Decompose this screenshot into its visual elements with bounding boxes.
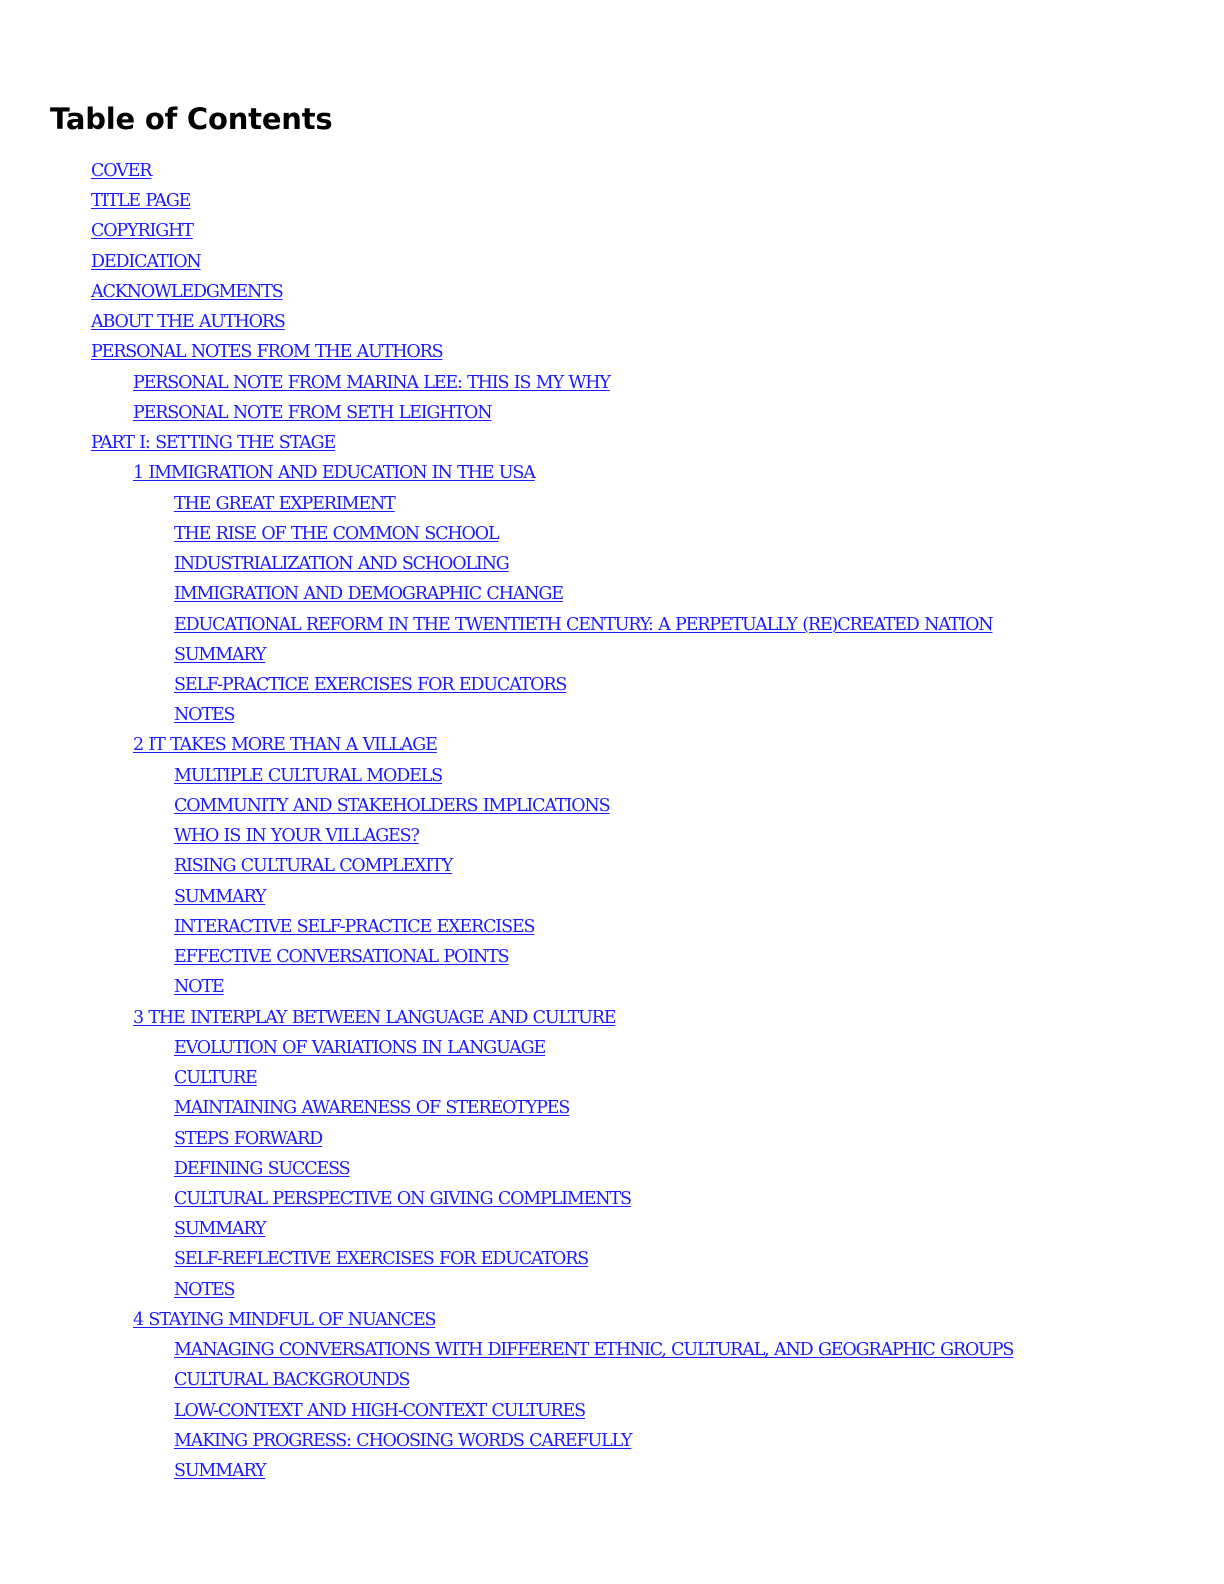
toc-link[interactable]: ACKNOWLEDGMENTS (91, 281, 283, 302)
toc-link[interactable]: ABOUT THE AUTHORS (91, 312, 285, 333)
toc-item (0, 610, 1013, 640)
toc-link[interactable]: THE RISE OF THE COMMON SCHOOL (174, 523, 499, 544)
toc-link[interactable]: PERSONAL NOTES FROM THE AUTHORS (91, 342, 443, 363)
toc-link[interactable]: SUMMARY (174, 886, 266, 907)
page-title: Table of Contents (50, 102, 333, 136)
toc-item (0, 1124, 1013, 1154)
toc-link[interactable]: COPYRIGHT (91, 221, 193, 242)
toc-link[interactable]: CULTURAL BACKGROUNDS (174, 1370, 410, 1391)
toc-link[interactable]: RISING CULTURAL COMPLEXITY (174, 856, 453, 877)
toc-link[interactable]: EFFECTIVE CONVERSATIONAL POINTS (174, 947, 509, 968)
toc-link[interactable]: LOW-CONTEXT AND HIGH-CONTEXT CULTURES (174, 1400, 585, 1421)
toc-link[interactable]: 3 THE INTERPLAY BETWEEN LANGUAGE AND CULTURE (133, 1007, 616, 1028)
toc-item (0, 216, 1013, 246)
toc-link[interactable]: NOTES (174, 1279, 235, 1300)
toc-item (0, 1335, 1013, 1365)
toc-item (0, 761, 1013, 791)
toc-item (0, 398, 1013, 428)
toc-link[interactable]: INTERACTIVE SELF-PRACTICE EXERCISES (174, 916, 535, 937)
toc-link[interactable]: INDUSTRIALIZATION AND SCHOOLING (174, 554, 509, 575)
toc-link[interactable]: MANAGING CONVERSATIONS WITH DIFFERENT ETHNIC, CULTURAL, AND GEOGRAPHIC GROUPS (174, 1340, 1014, 1361)
toc-item (0, 458, 1013, 488)
toc-link[interactable]: STEPS FORWARD (174, 1128, 323, 1149)
toc-link[interactable]: TITLE PAGE (91, 191, 191, 212)
toc-link[interactable]: DEDICATION (91, 251, 201, 272)
toc-item (0, 640, 1013, 670)
toc-link[interactable]: PERSONAL NOTE FROM MARINA LEE: THIS IS MY WHY (133, 372, 610, 393)
toc-link[interactable]: SUMMARY (174, 644, 266, 665)
toc-item (0, 700, 1013, 730)
toc-item (0, 549, 1013, 579)
toc-link[interactable]: COMMUNITY AND STAKEHOLDERS IMPLICATIONS (174, 795, 610, 816)
toc-link[interactable]: IMMIGRATION AND DEMOGRAPHIC CHANGE (174, 584, 563, 605)
toc-link[interactable]: MAINTAINING AWARENESS OF STEREOTYPES (174, 1098, 570, 1119)
toc-item (0, 428, 1013, 458)
toc-item (0, 247, 1013, 277)
toc-item (0, 1275, 1013, 1305)
toc-item (0, 307, 1013, 337)
toc-item (0, 1184, 1013, 1214)
toc-link[interactable]: DEFINING SUCCESS (174, 1158, 350, 1179)
toc-item (0, 912, 1013, 942)
toc-item (0, 1426, 1013, 1456)
toc-item (0, 1033, 1013, 1063)
toc-link[interactable]: 2 IT TAKES MORE THAN A VILLAGE (133, 735, 437, 756)
toc-item (0, 882, 1013, 912)
toc-link[interactable]: 1 IMMIGRATION AND EDUCATION IN THE USA (133, 463, 535, 484)
toc-link[interactable]: PART I: SETTING THE STAGE (91, 433, 336, 454)
toc-item (0, 156, 1013, 186)
toc-item (0, 1154, 1013, 1184)
toc-link[interactable]: COVER (91, 161, 152, 181)
toc-item (0, 186, 1013, 216)
toc-item (0, 1365, 1013, 1395)
toc-item (0, 670, 1013, 700)
toc-item (0, 821, 1013, 851)
toc-item (0, 942, 1013, 972)
toc-item (0, 851, 1013, 881)
toc-item (0, 1093, 1013, 1123)
toc-item (0, 1244, 1013, 1274)
toc-link[interactable]: SUMMARY (174, 1461, 266, 1482)
toc-link[interactable]: NOTES (174, 705, 235, 726)
toc-item (0, 277, 1013, 307)
toc-item (0, 1456, 1013, 1486)
toc-item (0, 1063, 1013, 1093)
toc-item (0, 730, 1013, 760)
toc-link[interactable]: MULTIPLE CULTURAL MODELS (174, 765, 443, 786)
toc-item (0, 1305, 1013, 1335)
toc-link[interactable]: WHO IS IN YOUR VILLAGES? (174, 826, 419, 847)
toc-link[interactable]: CULTURAL PERSPECTIVE ON GIVING COMPLIMENTS (174, 1188, 631, 1209)
toc-item (0, 1214, 1013, 1244)
toc-link[interactable]: SELF-REFLECTIVE EXERCISES FOR EDUCATORS (174, 1249, 589, 1270)
toc-link[interactable]: PERSONAL NOTE FROM SETH LEIGHTON (133, 402, 492, 423)
toc-item (0, 972, 1013, 1002)
toc-link[interactable]: NOTE (174, 977, 224, 998)
toc-item (0, 791, 1013, 821)
toc-link[interactable]: CULTURE (174, 1068, 257, 1089)
toc-item (0, 337, 1013, 367)
toc-link[interactable]: SELF-PRACTICE EXERCISES FOR EDUCATORS (174, 674, 567, 695)
toc-link[interactable]: THE GREAT EXPERIMENT (174, 493, 395, 514)
table-of-contents-list (0, 156, 1013, 1486)
toc-item (0, 489, 1013, 519)
toc-link[interactable]: 4 STAYING MINDFUL OF NUANCES (133, 1309, 436, 1330)
toc-item (0, 579, 1013, 609)
toc-link[interactable]: MAKING PROGRESS: CHOOSING WORDS CAREFULLY (174, 1430, 632, 1451)
toc-link[interactable]: EDUCATIONAL REFORM IN THE TWENTIETH CENTURY: A PERPETUALLY (RE)CREATED NATION (174, 614, 993, 635)
toc-item (0, 1003, 1013, 1033)
toc-item (0, 519, 1013, 549)
toc-link[interactable]: EVOLUTION OF VARIATIONS IN LANGUAGE (174, 1037, 546, 1058)
toc-item (0, 1396, 1013, 1426)
toc-item (0, 368, 1013, 398)
toc-link[interactable]: SUMMARY (174, 1219, 266, 1240)
